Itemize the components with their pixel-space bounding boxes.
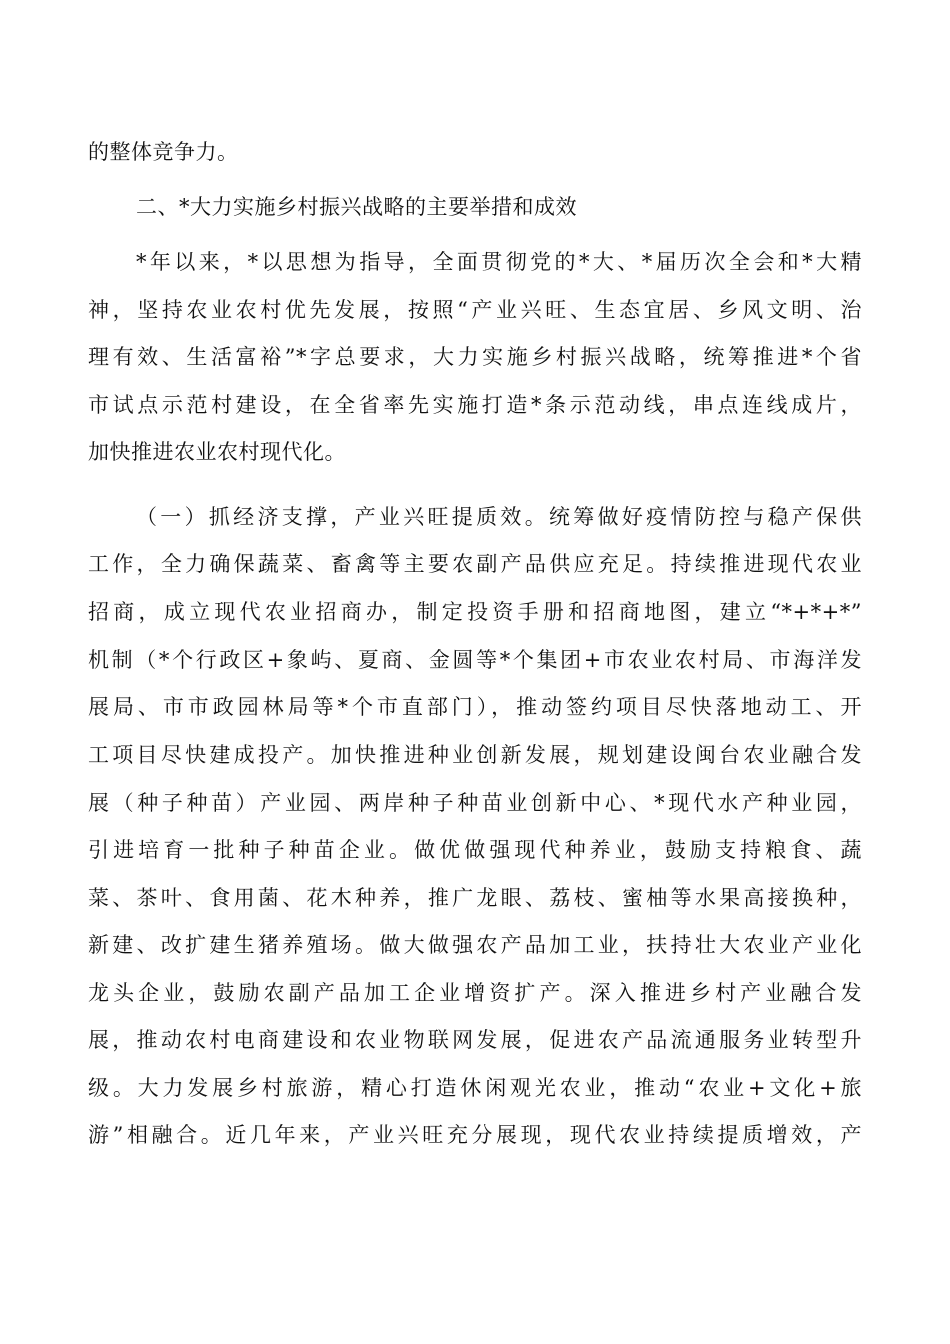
section-heading: 二、*大力实施乡村振兴战略的主要举措和成效: [136, 195, 577, 219]
text-line: 工作，全力确保蔬菜、畜禽等主要农副产品供应充足。持续推进现代农业: [88, 552, 862, 576]
text-line: 新建、改扩建生猪养殖场。做大做强农产品加工业，扶持壮大农业产业化: [88, 933, 862, 957]
text-line: 工项目尽快建成投产。加快推进种业创新发展，规划建设闽台农业融合发: [88, 743, 862, 767]
text-line: 菜、茶叶、食用菌、花木种养，推广龙眼、荔枝、蜜柚等水果高接换种，: [88, 886, 862, 910]
text-line: 神，坚持农业农村优先发展，按照“产业兴旺、生态宜居、乡风文明、治: [88, 298, 862, 322]
text-line: 游”相融合。近几年来，产业兴旺充分展现，现代农业持续提质增效，产: [88, 1123, 862, 1147]
paragraph-first-line: （一）抓经济支撑，产业兴旺提质效。统筹做好疫情防控与稳产保供: [136, 505, 862, 529]
text-line: 理有效、生活富裕”*字总要求，大力实施乡村振兴战略，统筹推进*个省: [88, 345, 862, 369]
text-line: 的整体竞争力。: [88, 140, 239, 164]
text-line: 加快推进农业农村现代化。: [88, 440, 346, 464]
text-line: 展，推动农村电商建设和农业物联网发展，促进农产品流通服务业转型升: [88, 1028, 862, 1052]
text-line: 展（种子种苗）产业园、两岸种子种苗业创新中心、*现代水产种业园，: [88, 791, 862, 815]
text-line: 机制（*个行政区+象屿、夏商、金圆等*个集团+市农业农村局、市海洋发: [88, 648, 862, 672]
text-line: 展局、市市政园林局等*个市直部门），推动签约项目尽快落地动工、开: [88, 695, 862, 719]
paragraph-first-line: *年以来，*以思想为指导，全面贯彻党的*大、*届历次全会和*大精: [136, 250, 862, 274]
text-line: 级。大力发展乡村旅游，精心打造休闲观光农业，推动“农业+文化+旅: [88, 1076, 862, 1100]
text-line: 龙头企业，鼓励农副产品加工企业增资扩产。深入推进乡村产业融合发: [88, 981, 862, 1005]
text-line: 招商，成立现代农业招商办，制定投资手册和招商地图，建立“*+*+*”: [88, 600, 862, 624]
text-line: 市试点示范村建设，在全省率先实施打造*条示范动线，串点连线成片，: [88, 393, 862, 417]
text-line: 引进培育一批种子种苗企业。做优做强现代种养业，鼓励支持粮食、蔬: [88, 838, 862, 862]
